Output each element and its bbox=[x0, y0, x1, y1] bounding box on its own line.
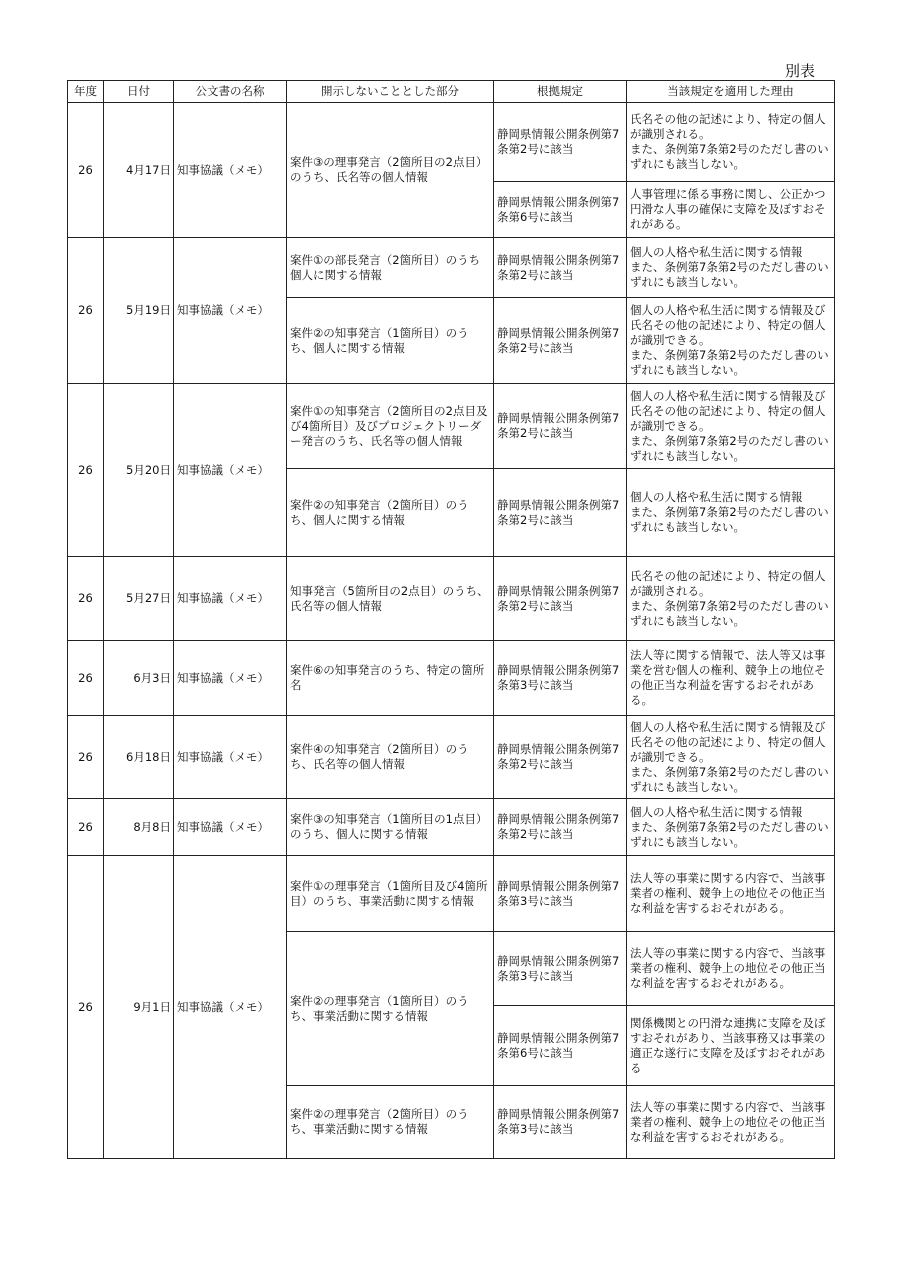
year-cell: 26 bbox=[68, 384, 104, 557]
legal-basis-cell: 静岡県情報公開条例第7条第2号に該当 bbox=[494, 469, 627, 557]
reason-cell: 個人の人格や私生活に関する情報及び氏名その他の記述により、特定の個人が識別できる。 また、条例第7条第2号のただし書のいずれにも該当しない。 bbox=[627, 298, 835, 384]
reason-cell: 個人の人格や私生活に関する情報及び氏名その他の記述により、特定の個人が識別できる。 また、条例第7条第2号のただし書のいずれにも該当しない。 bbox=[627, 716, 835, 799]
year-cell: 26 bbox=[68, 641, 104, 716]
table-row bbox=[68, 103, 835, 182]
undisclosed-part-cell: 案件②の知事発言（1箇所目）のうち、個人に関する情報 bbox=[287, 298, 494, 384]
date-cell: 5月19日 bbox=[104, 238, 174, 384]
date-cell: 6月18日 bbox=[104, 716, 174, 799]
undisclosed-part-cell: 案件①の部長発言（2箇所目）のうち個人に関する情報 bbox=[287, 238, 494, 298]
undisclosed-part-cell: 案件⑥の知事発言のうち、特定の箇所名 bbox=[287, 641, 494, 716]
doc-name-cell: 知事協議（メモ） bbox=[174, 384, 287, 557]
year-cell: 26 bbox=[68, 557, 104, 641]
table-row bbox=[68, 856, 835, 932]
year-cell: 26 bbox=[68, 799, 104, 856]
legal-basis-cell: 静岡県情報公開条例第7条第2号に該当 bbox=[494, 716, 627, 799]
reason-cell: 法人等の事業に関する内容で、当該事業者の権利、競争上の地位その他正当な利益を害するおそれがある。 bbox=[627, 932, 835, 1006]
table-row bbox=[68, 716, 835, 799]
year-cell: 26 bbox=[68, 716, 104, 799]
legal-basis-cell: 静岡県情報公開条例第7条第6号に該当 bbox=[494, 182, 627, 238]
legal-basis-cell: 静岡県情報公開条例第7条第3号に該当 bbox=[494, 932, 627, 1006]
table-row bbox=[68, 557, 835, 641]
reason-cell: 法人等の事業に関する内容で、当該事業者の権利、競争上の地位その他正当な利益を害するおそれがある。 bbox=[627, 856, 835, 932]
header-doc-name: 公文書の名称 bbox=[174, 81, 287, 103]
date-cell: 5月20日 bbox=[104, 384, 174, 557]
legal-basis-cell: 静岡県情報公開条例第7条第2号に該当 bbox=[494, 799, 627, 856]
table-row bbox=[68, 799, 835, 856]
legal-basis-cell: 静岡県情報公開条例第7条第3号に該当 bbox=[494, 1086, 627, 1159]
undisclosed-part-cell: 案件③の理事発言（2箇所目の2点目）のうち、氏名等の個人情報 bbox=[287, 103, 494, 238]
reason-cell: 個人の人格や私生活に関する情報 また、条例第7条第2号のただし書のいずれにも該当しない。 bbox=[627, 238, 835, 298]
table-row bbox=[68, 641, 835, 716]
reason-cell: 氏名その他の記述により、特定の個人が識別される。 また、条例第7条第2号のただし書のいずれにも該当しない。 bbox=[627, 557, 835, 641]
reason-cell: 個人の人格や私生活に関する情報 また、条例第7条第2号のただし書のいずれにも該当しない。 bbox=[627, 469, 835, 557]
header-date: 日付 bbox=[104, 81, 174, 103]
date-cell: 6月3日 bbox=[104, 641, 174, 716]
header-reason: 当該規定を適用した理由 bbox=[627, 81, 835, 103]
undisclosed-part-cell: 案件②の理事発言（1箇所目）のうち、事業活動に関する情報 bbox=[287, 932, 494, 1086]
header-legal-basis: 根拠規定 bbox=[494, 81, 627, 103]
doc-name-cell: 知事協議（メモ） bbox=[174, 557, 287, 641]
undisclosed-part-cell: 案件①の知事発言（2箇所目の2点目及び4箇所目）及びプロジェクトリーダー発言のうち、氏名等の個人情報 bbox=[287, 384, 494, 469]
header-row bbox=[68, 81, 835, 103]
doc-name-cell: 知事協議（メモ） bbox=[174, 799, 287, 856]
reason-cell: 法人等の事業に関する内容で、当該事業者の権利、競争上の地位その他正当な利益を害するおそれがある。 bbox=[627, 1086, 835, 1159]
legal-basis-cell: 静岡県情報公開条例第7条第3号に該当 bbox=[494, 641, 627, 716]
legal-basis-cell: 静岡県情報公開条例第7条第2号に該当 bbox=[494, 384, 627, 469]
doc-name-cell: 知事協議（メモ） bbox=[174, 716, 287, 799]
legal-basis-cell: 静岡県情報公開条例第7条第6号に該当 bbox=[494, 1006, 627, 1086]
doc-name-cell: 知事協議（メモ） bbox=[174, 641, 287, 716]
reason-cell: 氏名その他の記述により、特定の個人が識別される。 また、条例第7条第2号のただし書のいずれにも該当しない。 bbox=[627, 103, 835, 182]
doc-name-cell: 知事協議（メモ） bbox=[174, 856, 287, 1159]
year-cell: 26 bbox=[68, 238, 104, 384]
date-cell: 9月1日 bbox=[104, 856, 174, 1159]
legal-basis-cell: 静岡県情報公開条例第7条第2号に該当 bbox=[494, 298, 627, 384]
undisclosed-part-cell: 案件④の知事発言（2箇所目）のうち、氏名等の個人情報 bbox=[287, 716, 494, 799]
reason-cell: 個人の人格や私生活に関する情報 また、条例第7条第2号のただし書のいずれにも該当しない。 bbox=[627, 799, 835, 856]
year-cell: 26 bbox=[68, 103, 104, 238]
table-row bbox=[68, 238, 835, 298]
undisclosed-part-cell: 案件②の知事発言（2箇所目）のうち、個人に関する情報 bbox=[287, 469, 494, 557]
reason-cell: 個人の人格や私生活に関する情報及び氏名その他の記述により、特定の個人が識別できる。 また、条例第7条第2号のただし書のいずれにも該当しない。 bbox=[627, 384, 835, 469]
header-undisclosed-part: 開示しないこととした部分 bbox=[287, 81, 494, 103]
undisclosed-part-cell: 案件②の理事発言（2箇所目）のうち、事業活動に関する情報 bbox=[287, 1086, 494, 1159]
reason-cell: 人事管理に係る事務に関し、公正かつ円滑な人事の確保に支障を及ぼすおそれがある。 bbox=[627, 182, 835, 238]
undisclosed-part-cell: 案件③の知事発言（1箇所目の1点目）のうち、個人に関する情報 bbox=[287, 799, 494, 856]
doc-name-cell: 知事協議（メモ） bbox=[174, 103, 287, 238]
reason-cell: 法人等に関する情報で、法人等又は事業を営む個人の権利、競争上の地位その他正当な利益を害するおそれがある。 bbox=[627, 641, 835, 716]
legal-basis-cell: 静岡県情報公開条例第7条第2号に該当 bbox=[494, 103, 627, 182]
header-year: 年度 bbox=[68, 81, 104, 103]
undisclosed-part-cell: 知事発言（5箇所目の2点目）のうち、氏名等の個人情報 bbox=[287, 557, 494, 641]
legal-basis-cell: 静岡県情報公開条例第7条第3号に該当 bbox=[494, 856, 627, 932]
undisclosed-part-cell: 案件①の理事発言（1箇所目及び4箇所目）のうち、事業活動に関する情報 bbox=[287, 856, 494, 932]
date-cell: 8月8日 bbox=[104, 799, 174, 856]
legal-basis-cell: 静岡県情報公開条例第7条第2号に該当 bbox=[494, 238, 627, 298]
legal-basis-cell: 静岡県情報公開条例第7条第2号に該当 bbox=[494, 557, 627, 641]
table-caption: 別表 bbox=[785, 62, 816, 80]
table-row bbox=[68, 384, 835, 469]
date-cell: 4月17日 bbox=[104, 103, 174, 238]
date-cell: 5月27日 bbox=[104, 557, 174, 641]
reason-cell: 関係機関との円滑な連携に支障を及ぼすおそれがあり、当該事務又は事業の適正な遂行に支障を及ぼすおそれがある bbox=[627, 1006, 835, 1086]
year-cell: 26 bbox=[68, 856, 104, 1159]
doc-name-cell: 知事協議（メモ） bbox=[174, 238, 287, 384]
disclosure-table bbox=[67, 80, 835, 1159]
